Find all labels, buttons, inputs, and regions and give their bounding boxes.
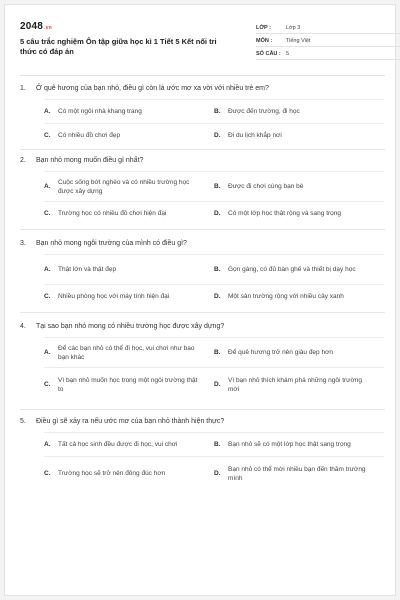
question-number: 5. xyxy=(20,418,26,425)
option-text: Bạn nhỏ sẽ có một lớp học thật sang trọng xyxy=(228,441,351,448)
option-text: Bạn nhỏ có thể mời nhiều bạn đến thăm trường mình xyxy=(228,465,366,482)
option-letter: A. xyxy=(44,108,51,115)
question-text xyxy=(20,323,385,330)
logo-text: 2048 xyxy=(20,21,44,32)
class-value: Lớp 3 xyxy=(286,25,301,31)
meta-subject-row xyxy=(256,34,400,47)
option-text: Được đến trường, đi học xyxy=(228,108,300,115)
option-letter: D. xyxy=(214,293,221,300)
option-letter: D. xyxy=(214,210,221,217)
option-text: Trường học sẽ trở nên đông đúc hơn xyxy=(58,470,166,477)
option-d[interactable] xyxy=(214,202,384,225)
question-5 xyxy=(20,418,385,498)
option-b[interactable] xyxy=(214,100,384,123)
options-row xyxy=(44,456,384,490)
option-text: Có một ngôi nhà khang trang xyxy=(58,108,142,115)
subject-value: Tiếng Việt xyxy=(286,38,311,44)
question-text xyxy=(20,85,385,92)
question-text xyxy=(20,157,385,164)
question-divider xyxy=(20,409,385,410)
option-c[interactable] xyxy=(44,285,214,308)
question-stem: Tại sao bạn nhỏ mong có nhiều trường học được xây dựng? xyxy=(36,323,225,330)
option-a[interactable] xyxy=(44,433,214,456)
header-divider xyxy=(20,75,385,76)
option-text: Cuộc sống bớt nghèo và có nhiều trường học được xây dựng xyxy=(58,178,190,195)
option-letter: C. xyxy=(44,293,51,300)
option-text: Để các bạn nhỏ có thể đi học, vui chơi như bao bạn khác xyxy=(58,344,195,361)
question-text xyxy=(20,240,385,247)
option-letter: B. xyxy=(214,441,221,448)
option-text: Đi du lịch khắp nơi xyxy=(228,132,282,139)
options-row xyxy=(44,171,384,201)
option-text: Được đi chơi cùng bạn bè xyxy=(228,183,304,190)
option-b[interactable] xyxy=(214,433,384,456)
question-divider xyxy=(20,229,385,230)
option-text: Thật lớn và thật đẹp xyxy=(58,266,117,273)
option-letter: B. xyxy=(214,183,221,190)
option-letter: C. xyxy=(44,210,51,217)
question-1 xyxy=(20,85,385,161)
question-stem: Điều gì sẽ xảy ra nếu ước mơ của bạn nhỏ thành hiện thực? xyxy=(36,418,225,425)
option-letter: C. xyxy=(44,381,51,388)
option-text: Vì bạn nhỏ thích khám phá những ngôi trường mới xyxy=(228,376,363,393)
question-stem: Ở quê hương của bạn nhỏ, điều gì còn là ước mơ xa vời với nhiều trẻ em? xyxy=(36,85,269,92)
option-letter: C. xyxy=(44,470,51,477)
options-row xyxy=(44,254,384,284)
question-4 xyxy=(20,323,385,413)
option-text: Trường học có nhiều đồ chơi hiện đại xyxy=(58,210,167,217)
question-2 xyxy=(20,157,385,241)
question-divider xyxy=(20,312,385,313)
option-d[interactable] xyxy=(214,285,384,308)
option-letter: D. xyxy=(214,470,221,477)
option-text: Một sân trường rộng với nhiều cây xanh xyxy=(228,293,344,300)
options-row xyxy=(44,284,384,308)
option-letter: A. xyxy=(44,183,51,190)
option-letter: A. xyxy=(44,441,51,448)
question-stem: Bạn nhỏ mong ngôi trường của mình có điều gì? xyxy=(36,240,187,247)
option-c[interactable] xyxy=(44,124,214,147)
meta-panel xyxy=(256,21,400,60)
option-letter: B. xyxy=(214,108,221,115)
option-text: Nhiều phòng học với máy tính hiện đại xyxy=(58,293,170,300)
options-row xyxy=(44,201,384,225)
options-row xyxy=(44,123,384,147)
option-b[interactable] xyxy=(214,172,384,201)
site-logo[interactable] xyxy=(20,21,52,32)
options-row xyxy=(44,337,384,367)
option-b[interactable] xyxy=(214,338,384,367)
question-number: 4. xyxy=(20,323,26,330)
option-d[interactable] xyxy=(214,124,384,147)
option-a[interactable] xyxy=(44,255,214,284)
logo-suffix: .vn xyxy=(44,25,52,31)
option-letter: C. xyxy=(44,132,51,139)
option-a[interactable] xyxy=(44,100,214,123)
page-title: 5 câu trắc nghiệm Ôn tập giữa học kì 1 Tiết 5 Kết nối tri thức có đáp án xyxy=(20,37,217,56)
option-letter: D. xyxy=(214,381,221,388)
option-a[interactable] xyxy=(44,338,214,367)
option-d[interactable] xyxy=(214,457,384,490)
worksheet-header xyxy=(20,21,385,63)
count-label: SỐ CÂU : xyxy=(256,51,281,57)
question-divider xyxy=(20,149,385,150)
option-a[interactable] xyxy=(44,172,214,201)
option-text: Vì bạn nhỏ muốn học trong một ngôi trường thật to xyxy=(58,376,198,393)
option-letter: B. xyxy=(214,349,221,356)
question-number: 3. xyxy=(20,240,26,247)
question-text xyxy=(20,418,385,425)
question-stem: Bạn nhỏ mong muốn điều gì nhất? xyxy=(36,157,144,164)
option-letter: B. xyxy=(214,266,221,273)
count-value: 5 xyxy=(286,51,290,57)
option-c[interactable] xyxy=(44,368,214,401)
option-letter: D. xyxy=(214,132,221,139)
option-c[interactable] xyxy=(44,202,214,225)
option-text: Để quê hương trở nên giàu đẹp hơn xyxy=(228,349,333,356)
option-text: Có nhiều đồ chơi đẹp xyxy=(58,132,121,139)
question-3 xyxy=(20,240,385,324)
meta-class-row xyxy=(256,21,400,34)
question-number: 2. xyxy=(20,157,26,164)
worksheet-page xyxy=(4,4,396,596)
class-label: LỚP : xyxy=(256,25,271,31)
options-row xyxy=(44,432,384,456)
option-b[interactable] xyxy=(214,255,384,284)
question-number: 1. xyxy=(20,85,26,92)
option-text: Có một lớp học thật rộng và sang trọng xyxy=(228,210,342,217)
option-text: Gọn gàng, có đủ bàn ghế và thiết bị dạy học xyxy=(228,266,356,273)
option-d[interactable] xyxy=(214,368,384,401)
options-row xyxy=(44,367,384,401)
meta-count-row xyxy=(256,47,400,60)
subject-label: MÔN : xyxy=(256,38,273,44)
option-text: Tất cả học sinh đều được đi học, vui chơi xyxy=(58,441,178,448)
option-c[interactable] xyxy=(44,457,214,490)
option-letter: A. xyxy=(44,266,51,273)
options-row xyxy=(44,99,384,123)
option-letter: A. xyxy=(44,349,51,356)
